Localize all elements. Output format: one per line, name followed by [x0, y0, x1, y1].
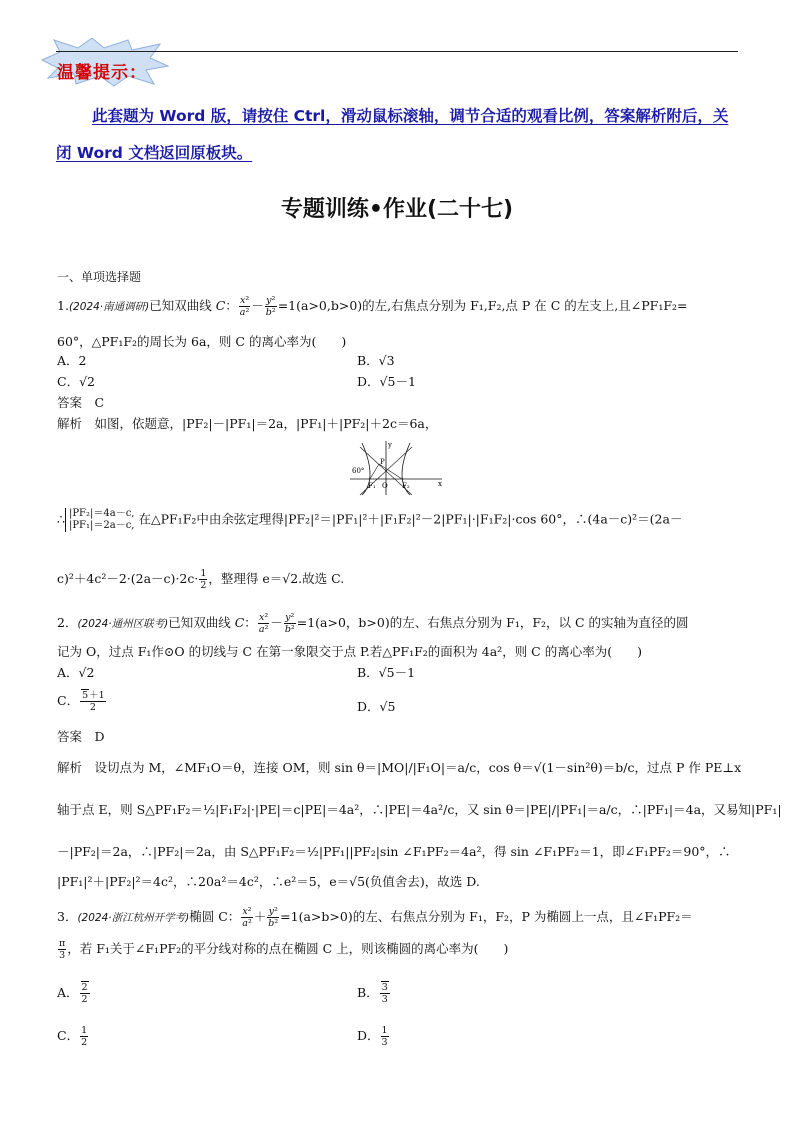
q2-analysis-line1: 解析 设切点为 M，∠MF₁O＝θ，连接 OM，则 sin θ＝|MO|/|F₁O|＝a/c，cos θ＝√(1－sin²θ)＝b/c，过点 P 作 PE⊥x	[57, 760, 742, 775]
q1-option-c: C．√2	[57, 374, 95, 389]
q1-answer: 答案 C	[57, 395, 105, 410]
q3-stem-line1: 3．(2024·浙江杭州开学考)椭圆 C： $\frac{\text{x²}}{\text{a²}}$ ＋ $\frac{\text{y²}}{\text{b²}}$ =1(a>b>0)的左、右焦点分别为 F₁，F₂，P 为椭圆上一点，且∠F₁PF₂＝	[57, 906, 693, 929]
q2-answer: 答案 D	[57, 729, 105, 744]
q1-option-a: A．2	[57, 353, 87, 368]
q1-option-b: B．√3	[357, 353, 395, 368]
page-title: 专题训练•作业(二十七)	[280, 197, 514, 222]
tip-label: 温馨提示：	[57, 63, 147, 83]
header-rule	[56, 51, 738, 52]
q2-analysis-line3: －|PF₂|＝2a，∴|PF₂|＝2a，由 S△PF₁F₂＝½|PF₁||PF₂|sin ∠F₁PF₂＝4a²，得 sin ∠F₁PF₂＝1，即∠F₁PF₂＝90°，∴	[57, 844, 731, 859]
q2-option-d: D．√5	[357, 699, 396, 714]
svg-text:O: O	[382, 482, 388, 490]
svg-text:F₂: F₂	[402, 482, 410, 490]
q2-option-c: C． $\frac{5+1}{2}$	[57, 690, 105, 713]
q3-stem-line2: $\frac{\pi}{3}$ ，若 F₁关于∠F₁PF₂的平分线对称的点在椭圆 C 上，则该椭圆的离心率为( )	[59, 938, 509, 961]
svg-text:F₁: F₁	[368, 482, 376, 490]
svg-text:60°: 60°	[352, 467, 365, 475]
q3-option-b: B． $\frac{3}{3}$	[357, 982, 388, 1005]
svg-text:x: x	[438, 480, 442, 488]
q2-option-a: A．√2	[57, 665, 95, 680]
notice-text: 此套题为 Word 版，请按住 Ctrl，滑动鼠标滚轴，调节合适的观看比例，答案解析附后，关闭 Word 文档返回原板块。	[56, 107, 729, 162]
q1-stem-line1: 1.(2024·南通调研)已知双曲线 C： $\frac{\text{x²}}{\text{a²}}$ － $\frac{\text{y²}}{\text{b²}}$ =1(a>0,b>0)的左,右焦点分别为 F₁,F₂,点 P 在 C 的左支上,且∠PF₁F₂=	[57, 295, 688, 318]
q2-analysis-line4: |PF₁|²＋|PF₂|²＝4c²，∴20a²＝4c²，∴e²＝5，e＝√5(负值舍去)，故选 D.	[57, 874, 480, 889]
q1-analysis-line2: ∴ |PF₂|＝4a－c, |PF₁|＝2a－c, 在△PF₁F₂中由余弦定理得|PF₂|²＝|PF₁|²＋|F₁F₂|²－2|PF₁|·|F₁F₂|·cos 60°，∴(4a－c)²＝(2a－	[57, 508, 683, 531]
q3-option-a: A． $\frac{2}{2}$	[57, 982, 88, 1005]
section-heading: 一、单项选择题	[57, 270, 142, 284]
q2-stem-line2: 记为 O，过点 F₁作⊙O 的切线与 C 在第一象限交于点 P.若△PF₁F₂的面积为 4a²，则 C 的离心率为( )	[57, 644, 642, 659]
q3-option-c: C． $\frac{1}{2}$	[57, 1025, 88, 1048]
q3-option-d: D． $\frac{1}{3}$	[357, 1025, 388, 1048]
q2-analysis-line2: 轴于点 E，则 S△PF₁F₂＝½|F₁F₂|·|PE|＝c|PE|＝4a²，∴|PE|＝4a²/c，又 sin θ＝|PE|/|PF₁|＝a/c，∴|PF₁|＝4a，又易知|PF₁|	[57, 802, 782, 817]
q1-stem-line2: 60°，△PF₁F₂的周长为 6a，则 C 的离心率为( )	[57, 334, 347, 349]
q1-analysis-line3: c)²＋4c²－2·(2a－c)·2c· $\frac{1}{2}$ ，整理得 e＝√2.故选 C.	[57, 568, 345, 591]
q2-stem-line1: 2．(2024·通州区联考)已知双曲线 C： $\frac{\text{x²}}{\text{a²}}$ － $\frac{\text{y²}}{\text{b²}}$ =1(a>0，b>0)的左、右焦点分别为 F₁，F₂，以 C 的实轴为直径的圆	[57, 612, 689, 635]
q2-option-b: B．√5－1	[357, 665, 416, 680]
q1-analysis-line1: 解析 如图，依题意，|PF₂|－|PF₁|＝2a，|PF₁|＋|PF₂|＋2c＝6a，	[57, 416, 438, 431]
svg-text:y: y	[388, 441, 392, 449]
hyperbola-figure	[346, 437, 446, 497]
svg-text:P: P	[380, 458, 385, 466]
q1-option-d: D．√5－1	[357, 374, 416, 389]
